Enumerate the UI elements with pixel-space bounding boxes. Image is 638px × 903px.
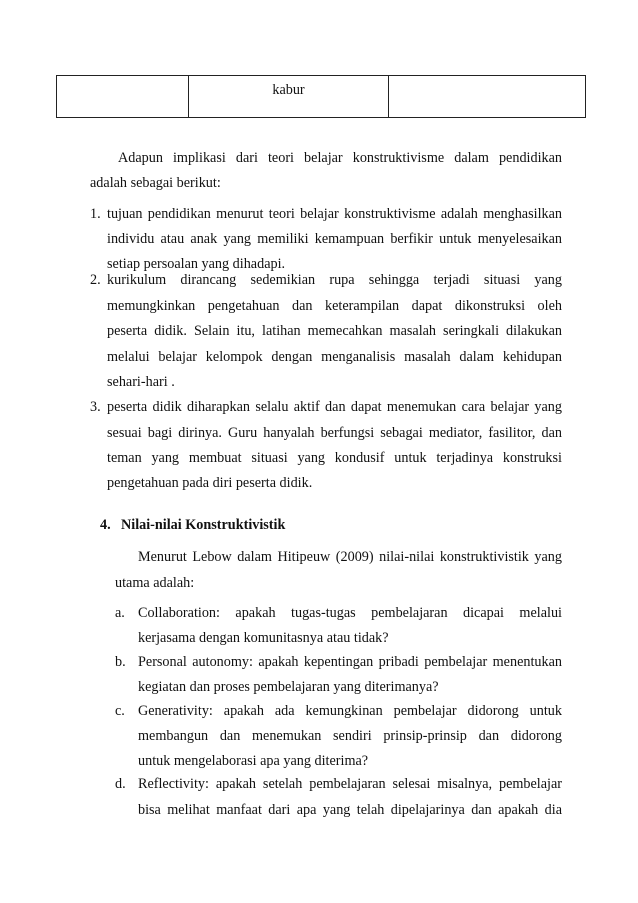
list-item-line: Collaboration: apakah tugas-tugas pembelajaran dicapai melalui — [138, 605, 562, 621]
list-item-line: membangun dan menemukan sendiri prinsip-prinsip dan didorong — [138, 728, 562, 744]
list-number: 1. — [90, 206, 101, 222]
list-item-line: Personal autonomy: apakah kepentingan pribadi pembelajar menentukan — [138, 654, 562, 670]
list-item-line: memungkinkan pengetahuan dan keterampilan dapat dikonstruksi oleh — [107, 298, 562, 314]
table-cell — [389, 76, 586, 118]
intro-line: adalah sebagai berikut: — [90, 175, 221, 191]
section-number: 4. — [100, 517, 111, 533]
list-item-line: individu atau anak yang memiliki kemampuan berfikir untuk menyelesaikan — [107, 231, 562, 247]
table-cell — [189, 76, 389, 118]
list-item-line: peserta didik. Selain itu, latihan memecahkan masalah seringkali dilakukan — [107, 323, 562, 339]
list-number: 3. — [90, 399, 101, 415]
list-item-line: Generativity: apakah ada kemungkinan pembelajar didorong untuk — [138, 703, 562, 719]
list-item-line: bisa melihat manfaat dari apa yang telah dipelajarinya dan apakah dia — [138, 802, 562, 818]
list-item-line: peserta didik diharapkan selalu aktif dan dapat menemukan cara belajar yang — [107, 399, 562, 415]
list-item-line: tujuan pendidikan menurut teori belajar konstruktivisme adalah menghasilkan — [107, 206, 562, 222]
list-item-line: kegiatan dan proses pembelajaran yang diterimanya? — [138, 679, 439, 695]
list-item-line: sehari-hari . — [107, 374, 175, 390]
list-letter: d. — [115, 776, 126, 792]
table-cell-text: kabur — [272, 82, 305, 98]
table-fragment — [56, 75, 586, 118]
list-item-line: untuk mengelaborasi apa yang diterima? — [138, 753, 369, 769]
list-item-line: sesuai bagi dirinya. Guru hanyalah berfungsi sebagai mediator, fasilitor, dan — [107, 425, 562, 441]
list-item-line: setiap persoalan yang dihadapi. — [107, 256, 286, 272]
list-item-line: kurikulum dirancang sedemikian rupa sehingga terjadi situasi yang — [107, 272, 562, 288]
section-intro-line: utama adalah: — [115, 575, 195, 591]
list-item-line: Reflectivity: apakah setelah pembelajaran selesai misalnya, pembelajar — [138, 776, 562, 792]
list-item-line: melalui belajar kelompok dengan menganalisis masalah dalam kehidupan — [107, 349, 562, 365]
section-intro-line: Menurut Lebow dalam Hitipeuw (2009) nilai-nilai konstruktivistik yang — [138, 549, 562, 565]
table-row — [57, 76, 586, 118]
list-number: 2. — [90, 272, 101, 288]
list-letter: a. — [115, 605, 125, 621]
table-cell — [57, 76, 189, 118]
section-title: Nilai-nilai Konstruktivistik — [121, 517, 286, 533]
list-item-line: kerjasama dengan komunitasnya atau tidak? — [138, 630, 389, 646]
list-letter: b. — [115, 654, 126, 670]
intro-line: Adapun implikasi dari teori belajar konstruktivisme dalam pendidikan — [118, 150, 562, 166]
list-letter: c. — [115, 703, 125, 719]
list-item-line: pengetahuan pada diri peserta didik. — [107, 475, 313, 491]
list-item-line: teman yang membuat situasi yang kondusif untuk terjadinya konstruksi — [107, 450, 562, 466]
